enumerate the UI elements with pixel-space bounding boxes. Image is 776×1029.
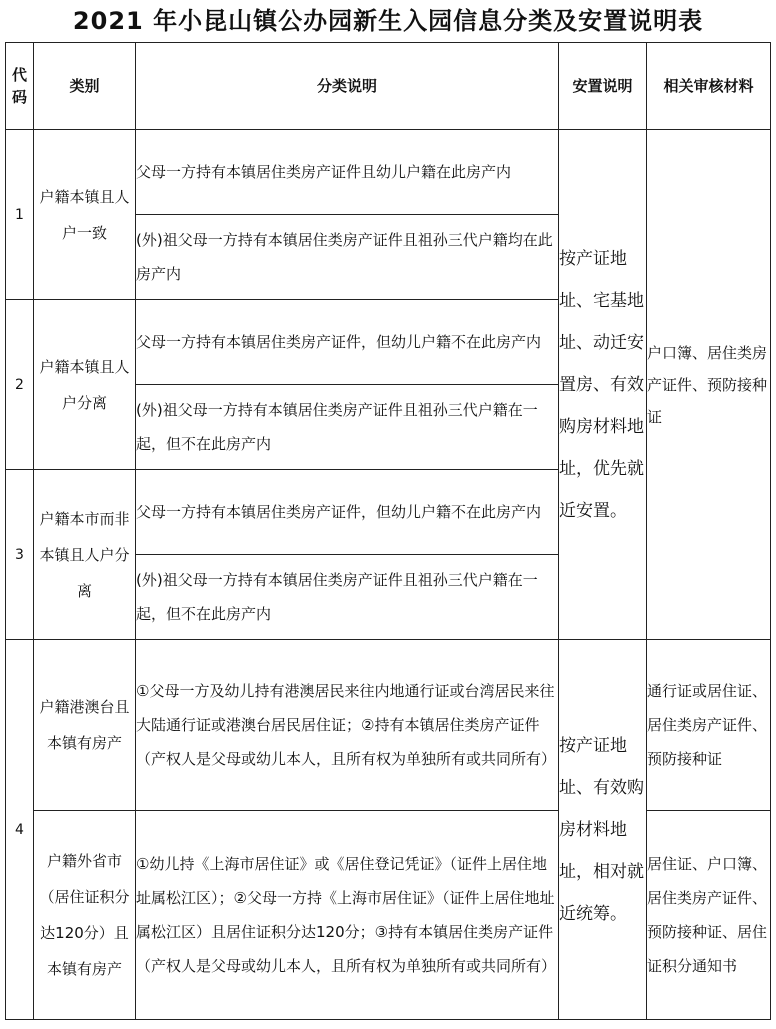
placement-note: 按产证地址、宅基地址、动迁安置房、有效购房材料地址，优先就近安置。 [559, 130, 647, 640]
materials-note: 居住证、户口簿、居住类房产证件、预防接种证、居住证积分通知书 [647, 811, 771, 1020]
row-code: 4 [6, 640, 34, 1020]
row-category: 户籍本镇且人户一致 [34, 130, 136, 300]
row-description: (外)祖父母一方持有本镇居住类房产证件且祖孙三代户籍在一起，但不在此房产内 [136, 555, 559, 640]
row-code: 3 [6, 470, 34, 640]
row-code: 1 [6, 130, 34, 300]
table-row [6, 130, 771, 215]
row-description: ①幼儿持《上海市居住证》或《居住登记凭证》（证件上居住地址属松江区）；②父母一方持《上海市居住证》（证件上居住地址属松江区）且居住证积分达120分；③持有本镇居住类房产证件（产权人是父母或幼儿本人，且所有权为单独所有或共同所有） [136, 811, 559, 1020]
placement-note: 按产证地址、有效购房材料地址，相对就近统筹。 [559, 640, 647, 1020]
row-description: 父母一方持有本镇居住类房产证件且幼儿户籍在此房产内 [136, 130, 559, 215]
row-category: 户籍港澳台且本镇有房产 [34, 640, 136, 811]
header-description: 分类说明 [136, 43, 559, 130]
row-description: 父母一方持有本镇居住类房产证件，但幼儿户籍不在此房产内 [136, 300, 559, 385]
header-code: 代码 [6, 43, 34, 130]
row-category: 户籍外省市（居住证积分达120分）且本镇有房产 [34, 811, 136, 1020]
table-row [6, 640, 771, 811]
row-description: 父母一方持有本镇居住类房产证件，但幼儿户籍不在此房产内 [136, 470, 559, 555]
row-code: 2 [6, 300, 34, 470]
header-materials: 相关审核材料 [647, 43, 771, 130]
header-placement: 安置说明 [559, 43, 647, 130]
materials-note: 通行证或居住证、居住类房产证件、预防接种证 [647, 640, 771, 811]
page-title: 2021 年小昆山镇公办园新生入园信息分类及安置说明表 [72, 7, 704, 35]
materials-note: 户口簿、居住类房产证件、预防接种证 [647, 130, 771, 640]
row-description: (外)祖父母一方持有本镇居住类房产证件且祖孙三代户籍在一起，但不在此房产内 [136, 385, 559, 470]
row-category: 户籍本市而非本镇且人户分离 [34, 470, 136, 640]
info-table [5, 42, 771, 1020]
row-description: (外)祖父母一方持有本镇居住类房产证件且祖孙三代户籍均在此房产内 [136, 215, 559, 300]
row-description: ①父母一方及幼儿持有港澳居民来往内地通行证或台湾居民来往大陆通行证或港澳台居民居住证；②持有本镇居住类房产证件（产权人是父母或幼儿本人，且所有权为单独所有或共同所有） [136, 640, 559, 811]
table-row [6, 811, 771, 1020]
header-category: 类别 [34, 43, 136, 130]
row-category: 户籍本镇且人户分离 [34, 300, 136, 470]
